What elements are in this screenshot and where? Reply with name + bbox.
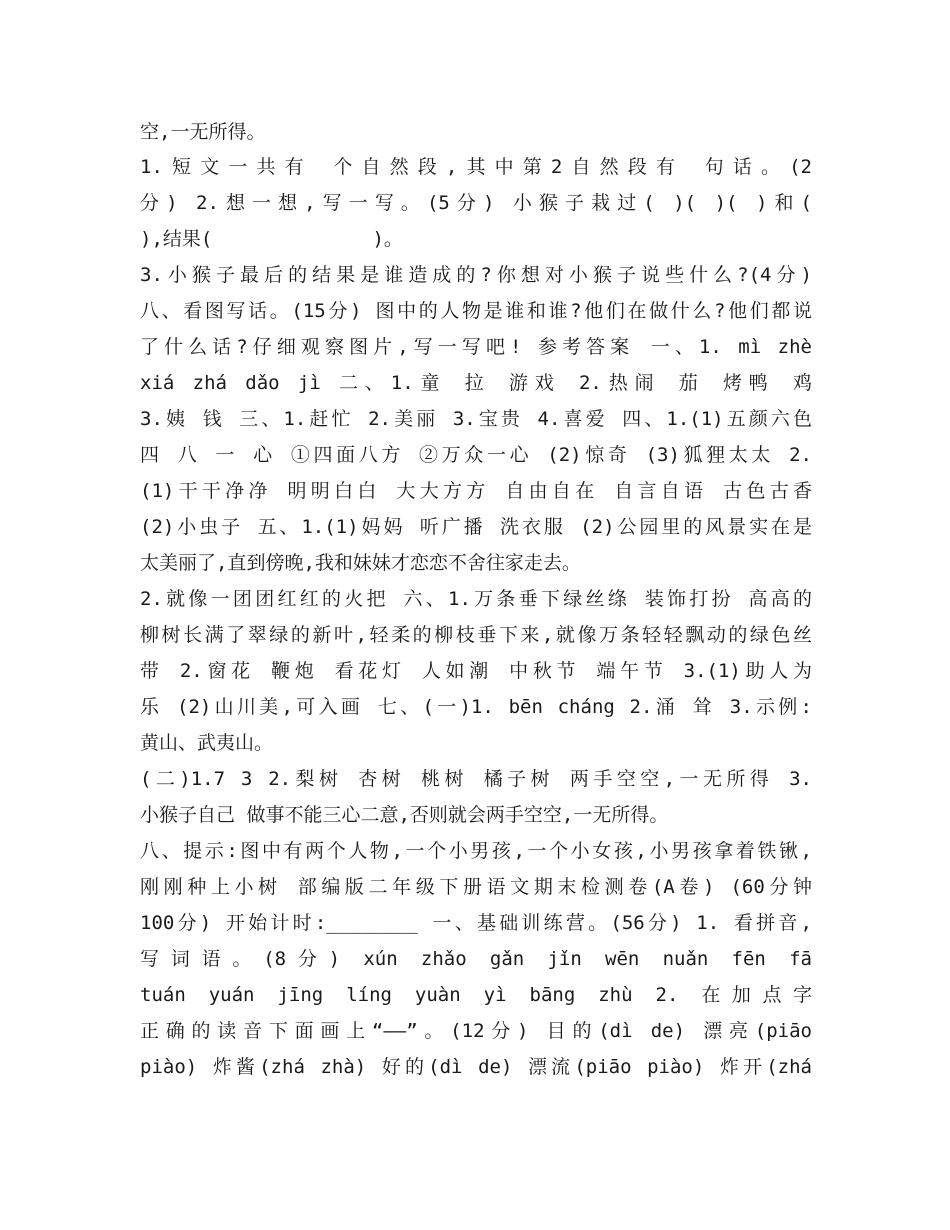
text-line: 正确的读音下面画上“——”。(12分) 目的(dì de) 漂亮(piāo <box>140 1020 812 1042</box>
text-line: 空,一无所得。 <box>140 121 266 143</box>
text-line: 太美丽了,直到傍晚,我和妹妹才恋恋不舍往家走去。 <box>140 552 581 574</box>
text-line: 3.姨 钱 三、1.赶忙 2.美丽 3.宝贵 4.喜爱 四、1.(1)五颜六色 <box>140 408 812 430</box>
text-line: piào) 炸酱(zhá zhà) 好的(dì de) 漂流(piāo piào) 炸开(zhá <box>140 1056 812 1078</box>
text-line: 写词语。(8分) xún zhǎo gǎn jǐn wēn nuǎn fēn fā <box>140 948 812 970</box>
text-line: 100分) 开始计时:________ 一、基础训练营。(56分) 1. 看拼音, <box>140 912 812 934</box>
text-line: 带 2.窗花 鞭炮 看花灯 人如潮 中秋节 端午节 3.(1)助人为 <box>140 660 812 682</box>
text-line: 1.短文一共有 个自然段,其中第2自然段有 句话。(2 <box>140 156 812 178</box>
text-line: 柳树长满了翠绿的新叶,轻柔的柳枝垂下来,就像万条轻轻飘动的绿色丝 <box>140 624 812 646</box>
text-line: (1)干干净净 明明白白 大大方方 自由自在 自言自语 古色古香 <box>140 480 812 502</box>
text-line: 3.小猴子最后的结果是谁造成的?你想对小猴子说些什么?(4分) <box>140 264 812 286</box>
text-line: 八、提示:图中有两个人物,一个小男孩,一个小女孩,小男孩拿着铁锹, <box>140 840 812 862</box>
text-line: tuán yuán jīng líng yuàn yì bāng zhù 2. 在加点字 <box>140 984 812 1006</box>
text-line: 了什么话?仔细观察图片,写一写吧! 参考答案 一、1. mì zhè <box>140 336 812 358</box>
text-line: 乐 (2)山川美,可入画 七、(一)1. bēn cháng 2.涌 耸 3.示例: <box>140 696 812 718</box>
text-line: 小猴子自己 做事不能三心二意,否则就会两手空空,一无所得。 <box>140 804 669 826</box>
text-line: ),结果( )。 <box>140 228 403 250</box>
text-line: (2)小虫子 五、1.(1)妈妈 听广播 洗衣服 (2)公园里的风景实在是 <box>140 516 812 538</box>
text-line: 四 八 一 心 ①四面八方 ②万众一心 (2)惊奇 (3)狐狸太太 2. <box>140 444 812 466</box>
text-line: 八、看图写话。(15分) 图中的人物是谁和谁?他们在做什么?他们都说 <box>140 300 812 322</box>
text-line: 分) 2.想一想,写一写。(5分) 小猴子栽过( )( )( )和( <box>140 192 812 214</box>
text-line: xiá zhá dǎo jì 二、1.童 拉 游戏 2.热闹 茄 烤鸭 鸡 <box>140 372 812 394</box>
text-line: (二)1.7 3 2.梨树 杏树 桃树 橘子树 两手空空,一无所得 3. <box>140 768 812 790</box>
text-line: 刚刚种上小树 部编版二年级下册语文期末检测卷(A卷) (60分钟 <box>140 876 812 898</box>
text-line: 黄山、武夷山。 <box>140 732 274 754</box>
text-line: 2.就像一团团红红的火把 六、1.万条垂下绿丝绦 装饰打扮 高高的 <box>140 588 812 610</box>
